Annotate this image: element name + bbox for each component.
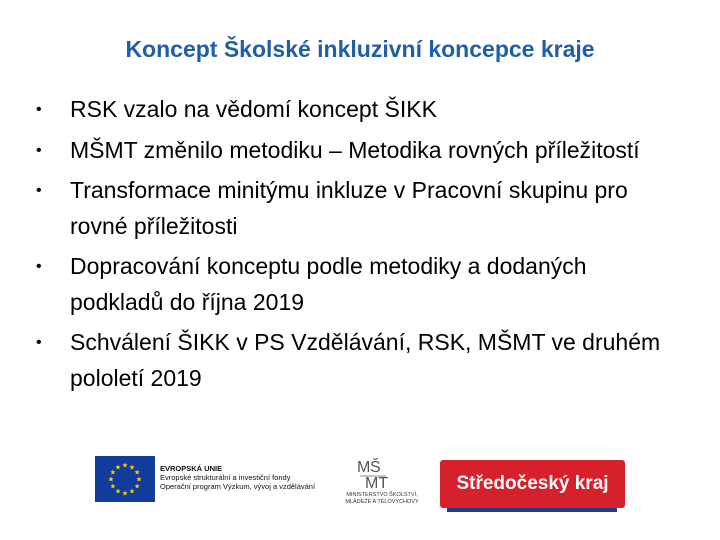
bullet-item [36,249,676,320]
eu-line2: Operační program Výzkum, vývoj a vzdělávání [160,482,316,491]
msmt-line2: MLÁDEŽE A TĚLOVÝCHOVY [345,499,419,505]
eu-star: ★ [107,476,115,484]
svg-text:MT: MT [365,475,389,490]
eu-star: ★ [128,464,136,472]
bullet-dot-icon: • [36,334,42,351]
eu-star: ★ [135,476,143,484]
bullet-text: MŠMT změnilo metodiku – Metodika rovných příležitostí [70,136,640,163]
msmt-logo-icon [356,456,390,490]
bullet-text: RSK vzalo na vědomí koncept ŠIKK [70,96,437,122]
eu-star: ★ [109,483,117,491]
msmt-logo-text [336,492,428,506]
msmt-line1: MINISTERSTVO ŠKOLSTVÍ, [346,492,418,498]
logo-strip [0,440,720,540]
eu-heading: EVROPSKÁ UNIE [160,464,223,473]
eu-logo-text [160,464,370,491]
bullet-dot-icon: • [36,182,42,199]
kraj-label: Středočeský kraj [456,473,609,494]
bullet-text: Dopracování konceptu podle metodiky a dodaných podkladů do října 2019 [70,253,587,315]
bullet-dot-icon: • [36,101,42,118]
svg-text:M: M [357,459,371,476]
slide-title: Koncept Školské inkluzivní koncepce kraje [125,36,595,62]
bullet-list [36,92,676,434]
eu-star: ★ [114,464,122,472]
eu-star: ★ [128,488,136,496]
eu-star: ★ [133,483,141,491]
bullet-text: Schválení ŠIKK v PS Vzdělávání, RSK, MŠMT ve druhém pololetí 2019 [70,329,661,391]
bullet-item [36,173,676,244]
kraj-underline [447,508,617,512]
bullet-dot-icon: • [36,258,42,275]
eu-star: ★ [109,469,117,477]
svg-text:Š: Š [370,459,381,476]
eu-star: ★ [121,490,129,498]
eu-flag-icon [95,456,155,502]
bullet-text: Transformace minitýmu inkluze v Pracovní skupinu pro rovné příležitosti [70,177,628,239]
eu-line1: Evropské strukturální a investiční fondy [160,473,291,482]
bullet-dot-icon: • [36,141,42,159]
bullet-item [36,133,676,169]
stredocesky-kraj-logo [440,460,625,508]
bullet-item [36,325,676,396]
eu-star: ★ [133,469,141,477]
eu-star: ★ [114,488,122,496]
bullet-item [36,92,676,128]
eu-star: ★ [121,462,129,470]
